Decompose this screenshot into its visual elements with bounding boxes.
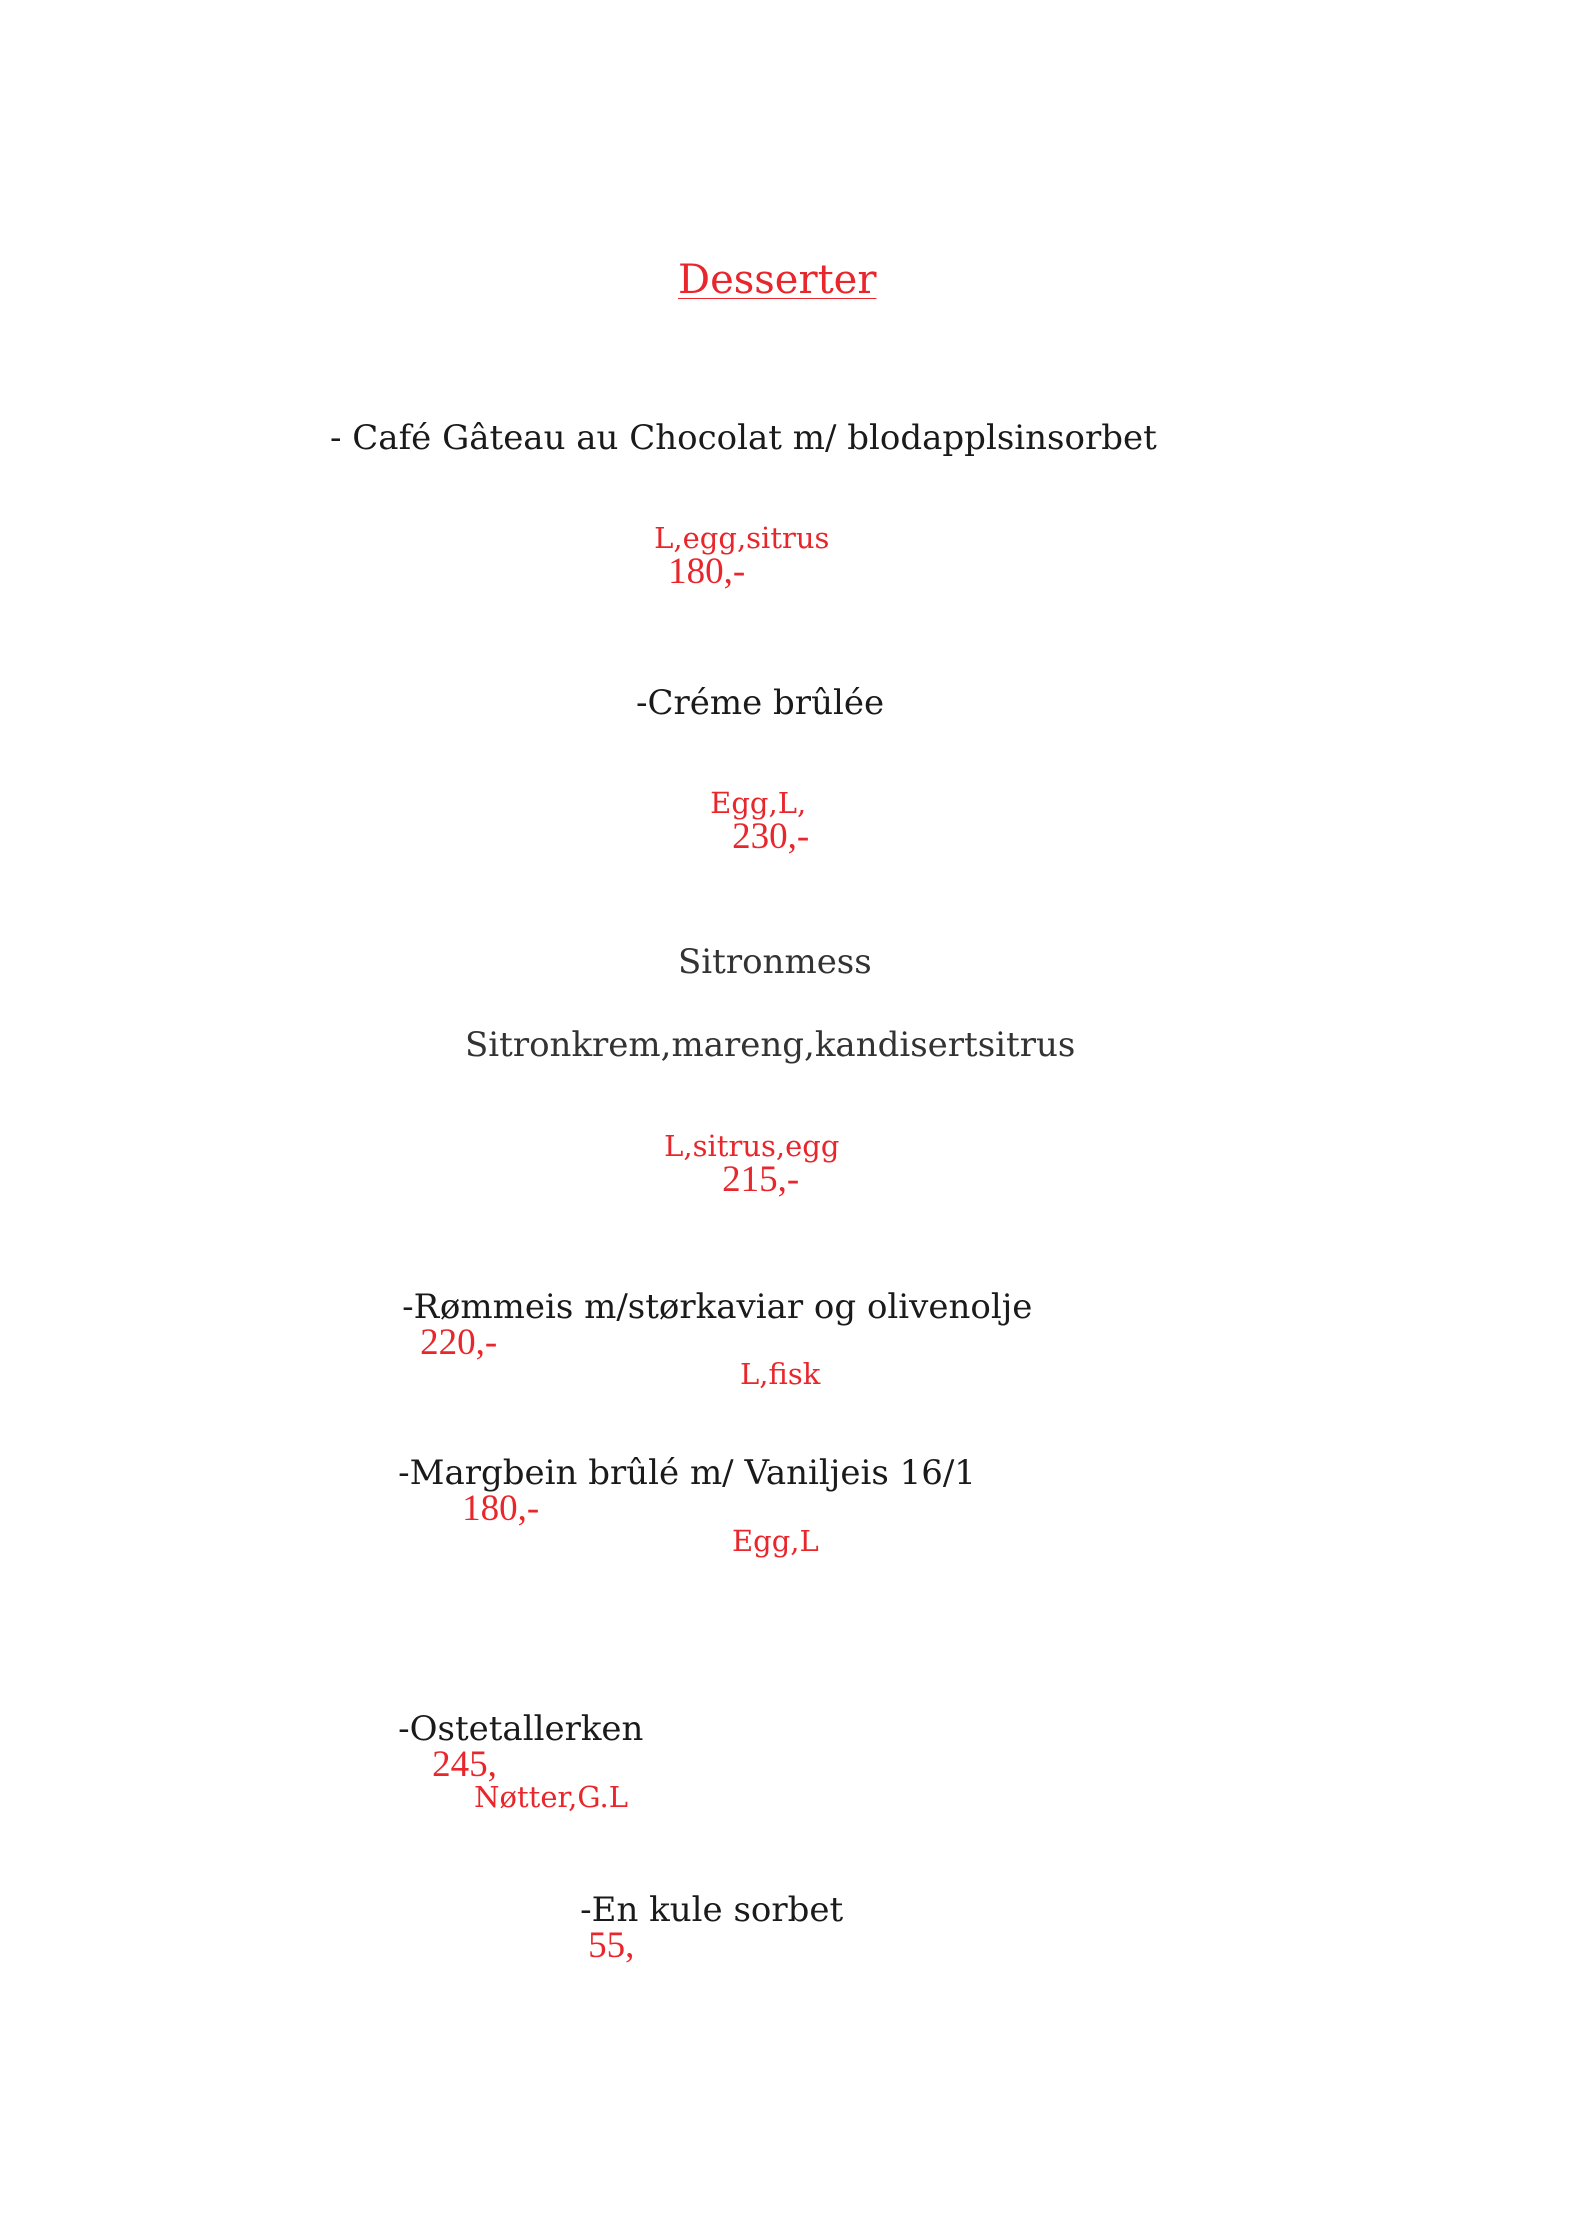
price-text: 55, bbox=[588, 1925, 635, 1966]
menu-item-description: Sitronkrem,mareng,kandisertsitrus bbox=[465, 1025, 1076, 1065]
allergen-text: L,sitrus,egg bbox=[664, 1129, 840, 1163]
allergen-text: Egg,L, bbox=[710, 786, 807, 820]
allergen-text: Nøtter,G.L bbox=[474, 1780, 628, 1814]
menu-item-meta bbox=[654, 1116, 839, 1198]
menu-item-meta bbox=[644, 508, 829, 590]
menu-item-meta bbox=[700, 773, 809, 855]
price-text: 220,- bbox=[420, 1322, 498, 1363]
price-text: 180,- bbox=[668, 551, 746, 592]
allergen-text: L,egg,sitrus bbox=[654, 521, 830, 555]
menu-item-name: Sitronmess bbox=[678, 942, 872, 982]
menu-item-row bbox=[388, 1440, 976, 1527]
menu-item-name: -En kule sorbet bbox=[580, 1890, 844, 1930]
menu-item-name: -Créme brûlée bbox=[636, 683, 885, 723]
menu-item-name: -Margbein brûlé m/ Vaniljeis 16/1 bbox=[398, 1453, 976, 1493]
menu-item-name: -Rømmeis m/størkaviar og olivenolje bbox=[402, 1287, 1033, 1327]
menu-item-name: -Ostetallerken bbox=[398, 1709, 644, 1749]
allergen-text: Egg,L bbox=[732, 1524, 819, 1558]
menu-item-row bbox=[570, 1877, 843, 1964]
price-text: 230,- bbox=[732, 816, 810, 857]
menu-item-row bbox=[392, 1274, 1032, 1361]
menu-item-name: - Café Gâteau au Chocolat m/ blodapplsinsorbet bbox=[330, 418, 1157, 458]
allergen-text: L,fisk bbox=[740, 1357, 821, 1391]
menu-title: Desserter bbox=[678, 257, 877, 303]
price-text: 215,- bbox=[722, 1159, 800, 1200]
price-text: 245, bbox=[432, 1744, 497, 1785]
price-text: 180,- bbox=[462, 1488, 540, 1529]
menu-item-row bbox=[388, 1696, 643, 1812]
